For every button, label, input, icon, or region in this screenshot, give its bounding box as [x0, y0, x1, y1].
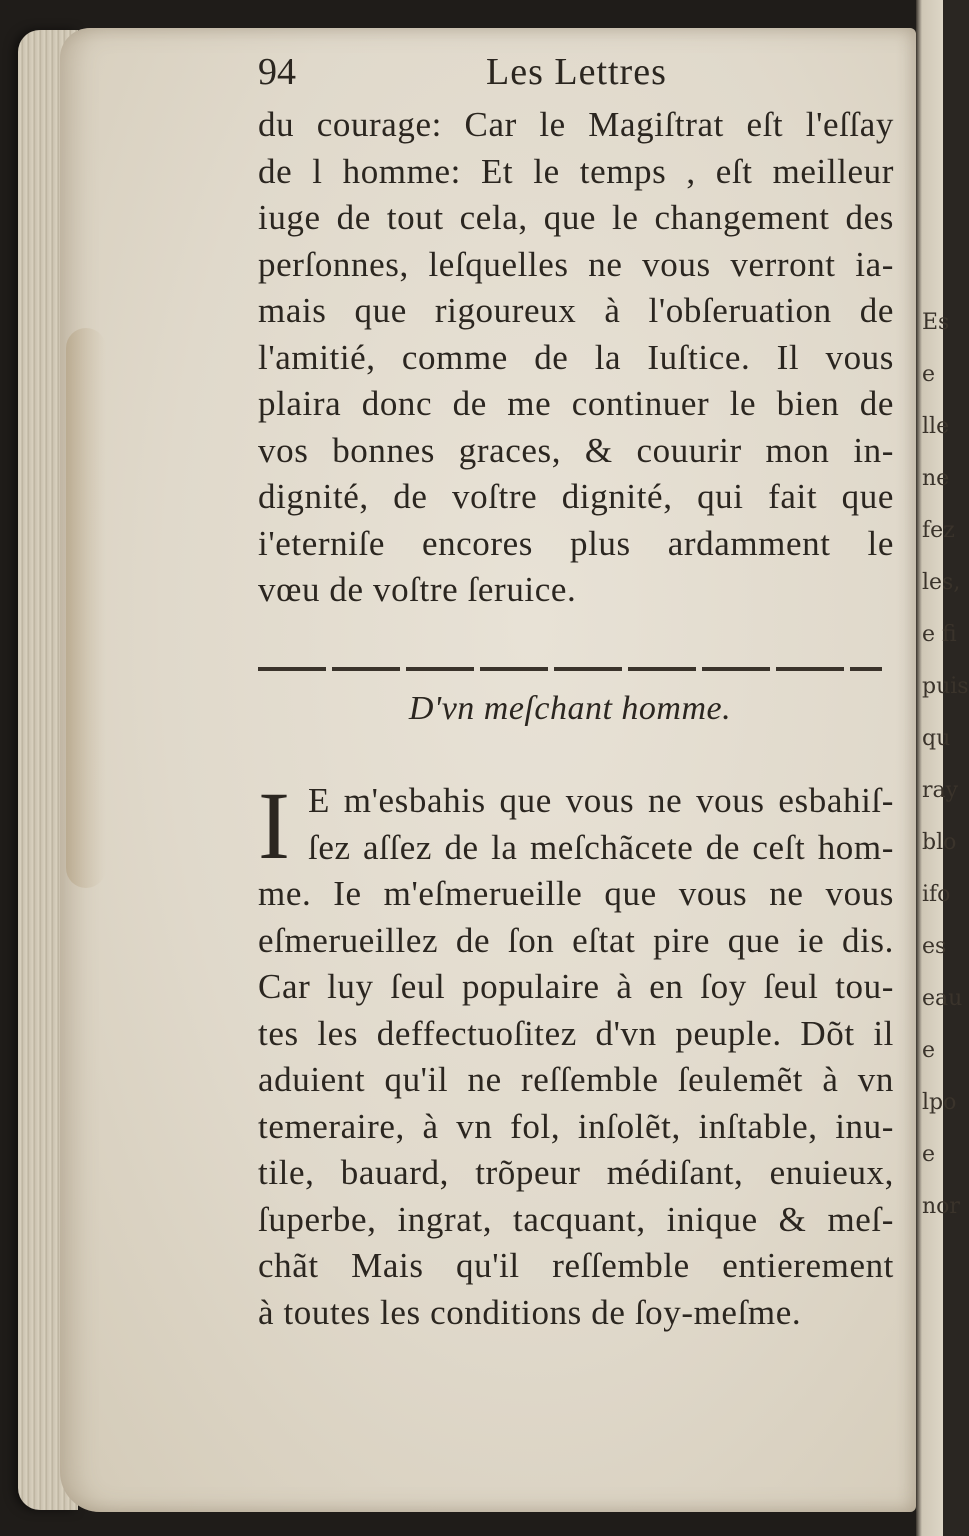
- neighbor-page-fragment: fez: [922, 518, 955, 543]
- section-divider-rule: [258, 667, 882, 671]
- running-head-title: Les Lettres: [486, 51, 667, 93]
- text-line: Car luy ſeul populaire à en ſoy ſeul tou-: [258, 967, 894, 1006]
- text-line: dignité, de voſtre dignité, qui fait que: [258, 477, 894, 516]
- text-line: ſez aſſez de la meſchãcete de ceſt hom-: [308, 827, 894, 867]
- neighbor-page-fragment: nor: [922, 1194, 960, 1219]
- neighbor-page-fragment: e: [922, 362, 936, 387]
- text-line: iuge de tout cela, que le changement des: [258, 198, 894, 237]
- neighbor-page-fragment: ray: [922, 778, 959, 803]
- neighbor-page-fragment: qu: [922, 726, 951, 751]
- text-line: aduient qu'il ne reſſemble ſeulemẽt à vn: [258, 1060, 894, 1099]
- neighbor-page-fragment: e fi: [922, 622, 957, 647]
- neighbor-page-fragment: lpo: [922, 1090, 957, 1115]
- text-line: i'eterniſe encores plus ardamment le: [258, 523, 894, 563]
- neighbor-page-fragment: e: [922, 1038, 936, 1063]
- neighbor-page-fragment: blo: [922, 830, 957, 855]
- neighbor-page-fragment: e: [922, 1142, 936, 1167]
- text-line: à toutes les conditions de ſoy-meſme.: [258, 1292, 802, 1332]
- section-title: D'vn meſchant homme.: [408, 690, 732, 727]
- text-line: eſmerueillez de ſon eſtat pire que ie dis.: [258, 920, 894, 960]
- text-line: ſuperbe, ingrat, tacquant, inique & meſ-: [258, 1199, 894, 1239]
- text-line: perſonnes, leſquelles ne vous verront ia-: [258, 244, 894, 284]
- neighbor-page-fragment: eau: [922, 986, 963, 1011]
- text-line: l'amitié, comme de la Iuſtice. Il vous: [258, 337, 894, 377]
- text-line: vos bonnes graces, & couurir mon in-: [258, 430, 894, 470]
- neighbor-page-fragment: puis: [922, 674, 969, 699]
- paper-stain: [66, 328, 106, 888]
- running-head: [258, 50, 678, 98]
- neighbor-page-fragment: lle: [922, 414, 950, 439]
- paragraph-2: [258, 772, 894, 1336]
- text-line: chãt Mais qu'il reſſemble entierement: [258, 1246, 894, 1285]
- text-line: E m'esbahis que vous ne vous esbahiſ-: [308, 781, 894, 820]
- page-number: 94: [258, 51, 296, 93]
- neighbor-page-fragment: les,: [922, 570, 961, 595]
- text-line: temeraire, à vn fol, inſolẽt, inſtable, inu-: [258, 1106, 894, 1146]
- text-line: du courage: Car le Magiſtrat eſt l'eſſay: [258, 105, 894, 144]
- neighbor-page-edge: [916, 0, 969, 1536]
- text-line: me. Ie m'eſmerueille que vous ne vous: [258, 874, 894, 913]
- drop-cap: I: [258, 772, 290, 879]
- neighbor-page-fragment: es: [922, 934, 947, 959]
- text-line: tes les deffectuoſitez d'vn peuple. Dõt il: [258, 1013, 894, 1053]
- text-line: tile, bauard, trõpeur médiſant, enuieux,: [258, 1153, 894, 1192]
- text-line: vœu de voſtre ſeruice.: [258, 570, 577, 609]
- paragraph-1: [258, 102, 894, 614]
- neighbor-page-fragment: Es: [922, 310, 950, 335]
- text-line: de l homme: Et le temps , eſt meilleur: [258, 151, 894, 191]
- text-line: mais que rigoureux à l'obſeruation de: [258, 291, 894, 330]
- text-line: plaira donc de me continuer le bien de: [258, 384, 894, 423]
- neighbor-page-fragment: ne: [922, 466, 950, 491]
- neighbor-page-fragment: ifo: [922, 882, 951, 907]
